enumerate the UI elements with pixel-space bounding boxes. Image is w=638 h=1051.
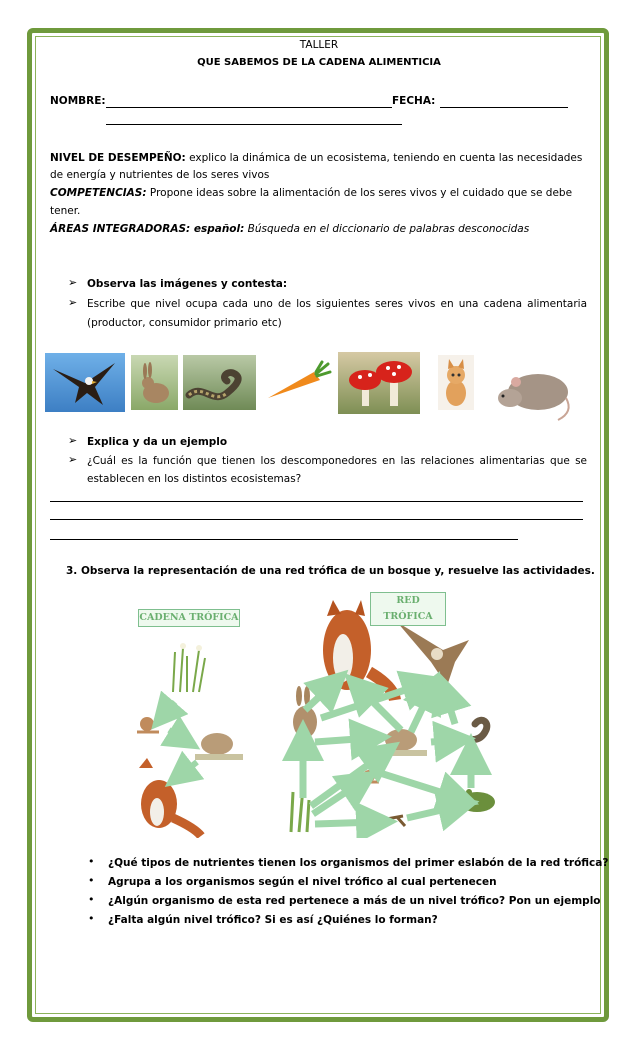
question-2: Agrupa a los organismos según el nivel trófico al cual pertenecen bbox=[108, 876, 497, 888]
section2-bullet-1: Explica y da un ejemplo bbox=[87, 436, 228, 448]
kitten-photo bbox=[438, 355, 474, 410]
rabbit-icon bbox=[293, 686, 317, 738]
fecha-label: FECHA: bbox=[392, 95, 436, 107]
mouse-icon bbox=[195, 733, 243, 760]
section1-bullet-1: Observa las imágenes y contesta: bbox=[87, 278, 288, 290]
areas-text: Búsqueda en el diccionario de palabras desconocidas bbox=[244, 223, 530, 235]
hawk-icon bbox=[397, 622, 469, 686]
arrow-bullet-icon: ➢ bbox=[68, 434, 78, 447]
grasshopper-icon bbox=[381, 816, 405, 828]
areas-line bbox=[50, 222, 529, 236]
competencias-line-1 bbox=[50, 186, 572, 200]
competencias-text: Propone ideas sobre la alimentación de los seres vivos y el cuidado que se debe bbox=[146, 187, 573, 199]
section2-bullet-2: ¿Cuál es la función que tienen los descomponedores en las relaciones alimentarias que se bbox=[87, 455, 587, 467]
page-title: TALLER bbox=[299, 39, 339, 51]
grass-icon bbox=[173, 643, 205, 692]
dot-bullet-icon: • bbox=[88, 855, 95, 868]
nivel-text: explico la dinámica de un ecosistema, teniendo en cuenta las necesidades bbox=[185, 152, 583, 164]
mouse-icon bbox=[379, 729, 427, 756]
question-3: ¿Algún organismo de esta red pertenece a más de un nivel trófico? Pon un ejemplo bbox=[108, 895, 601, 907]
mushrooms-photo bbox=[338, 352, 420, 414]
answer-line-1[interactable] bbox=[50, 501, 583, 502]
snake-photo bbox=[183, 355, 256, 410]
nombre-field[interactable] bbox=[106, 107, 392, 108]
section1-bullet-2: Escribe que nivel ocupa cada uno de los siguientes seres vivos en una cadena alimentaria bbox=[87, 298, 587, 310]
nivel-line-1 bbox=[50, 151, 582, 165]
page-subtitle: QUE SABEMOS DE LA CADENA ALIMENTICIA bbox=[197, 57, 441, 68]
rat-photo bbox=[488, 354, 576, 426]
food-web-illustration bbox=[125, 592, 515, 838]
red-trofica-label: RED TRÓFICA bbox=[370, 592, 446, 626]
question-1: ¿Qué tipos de nutrientes tienen los organismos del primer eslabón de la red trófica? bbox=[108, 857, 609, 869]
question-4: ¿Falta algún nivel trófico? Si es así ¿Quiénes lo forman? bbox=[108, 914, 438, 926]
arrow-bullet-icon: ➢ bbox=[68, 296, 78, 309]
frog-icon bbox=[459, 789, 495, 812]
areas-label: ÁREAS INTEGRADORAS: español: bbox=[50, 223, 245, 235]
fecha-field[interactable] bbox=[440, 107, 568, 108]
section1-bullet-2-cont: (productor, consumidor primario etc) bbox=[87, 317, 282, 329]
competencias-label: COMPETENCIAS: bbox=[50, 187, 147, 199]
nombre-field-line-2[interactable] bbox=[106, 124, 402, 125]
arrow-bullet-icon: ➢ bbox=[68, 276, 78, 289]
arrow-bullet-icon: ➢ bbox=[68, 453, 78, 466]
answer-line-3[interactable] bbox=[50, 539, 518, 540]
dot-bullet-icon: • bbox=[88, 874, 95, 887]
section2-bullet-2-cont: establecen en los distintos ecosistemas? bbox=[87, 473, 302, 485]
section3-heading: 3. Observa la representación de una red trófica de un bosque y, resuelve las actividades. bbox=[66, 565, 595, 577]
carrot-photo bbox=[262, 358, 332, 406]
rabbit-photo bbox=[131, 355, 178, 410]
snail-icon bbox=[137, 717, 159, 732]
eagle-photo bbox=[45, 353, 125, 412]
competencias-line-2: tener. bbox=[50, 205, 81, 217]
nivel-label: NIVEL DE DESEMPEÑO: bbox=[50, 152, 186, 164]
nivel-line-2: de energía y nutrientes de los seres vivos bbox=[50, 169, 270, 181]
dot-bullet-icon: • bbox=[88, 893, 95, 906]
dot-bullet-icon: • bbox=[88, 912, 95, 925]
cadena-trofica-label: CADENA TRÓFICA bbox=[138, 609, 240, 627]
food-web-drawing bbox=[125, 592, 515, 838]
nombre-label: NOMBRE: bbox=[50, 95, 106, 107]
answer-line-2[interactable] bbox=[50, 519, 583, 520]
